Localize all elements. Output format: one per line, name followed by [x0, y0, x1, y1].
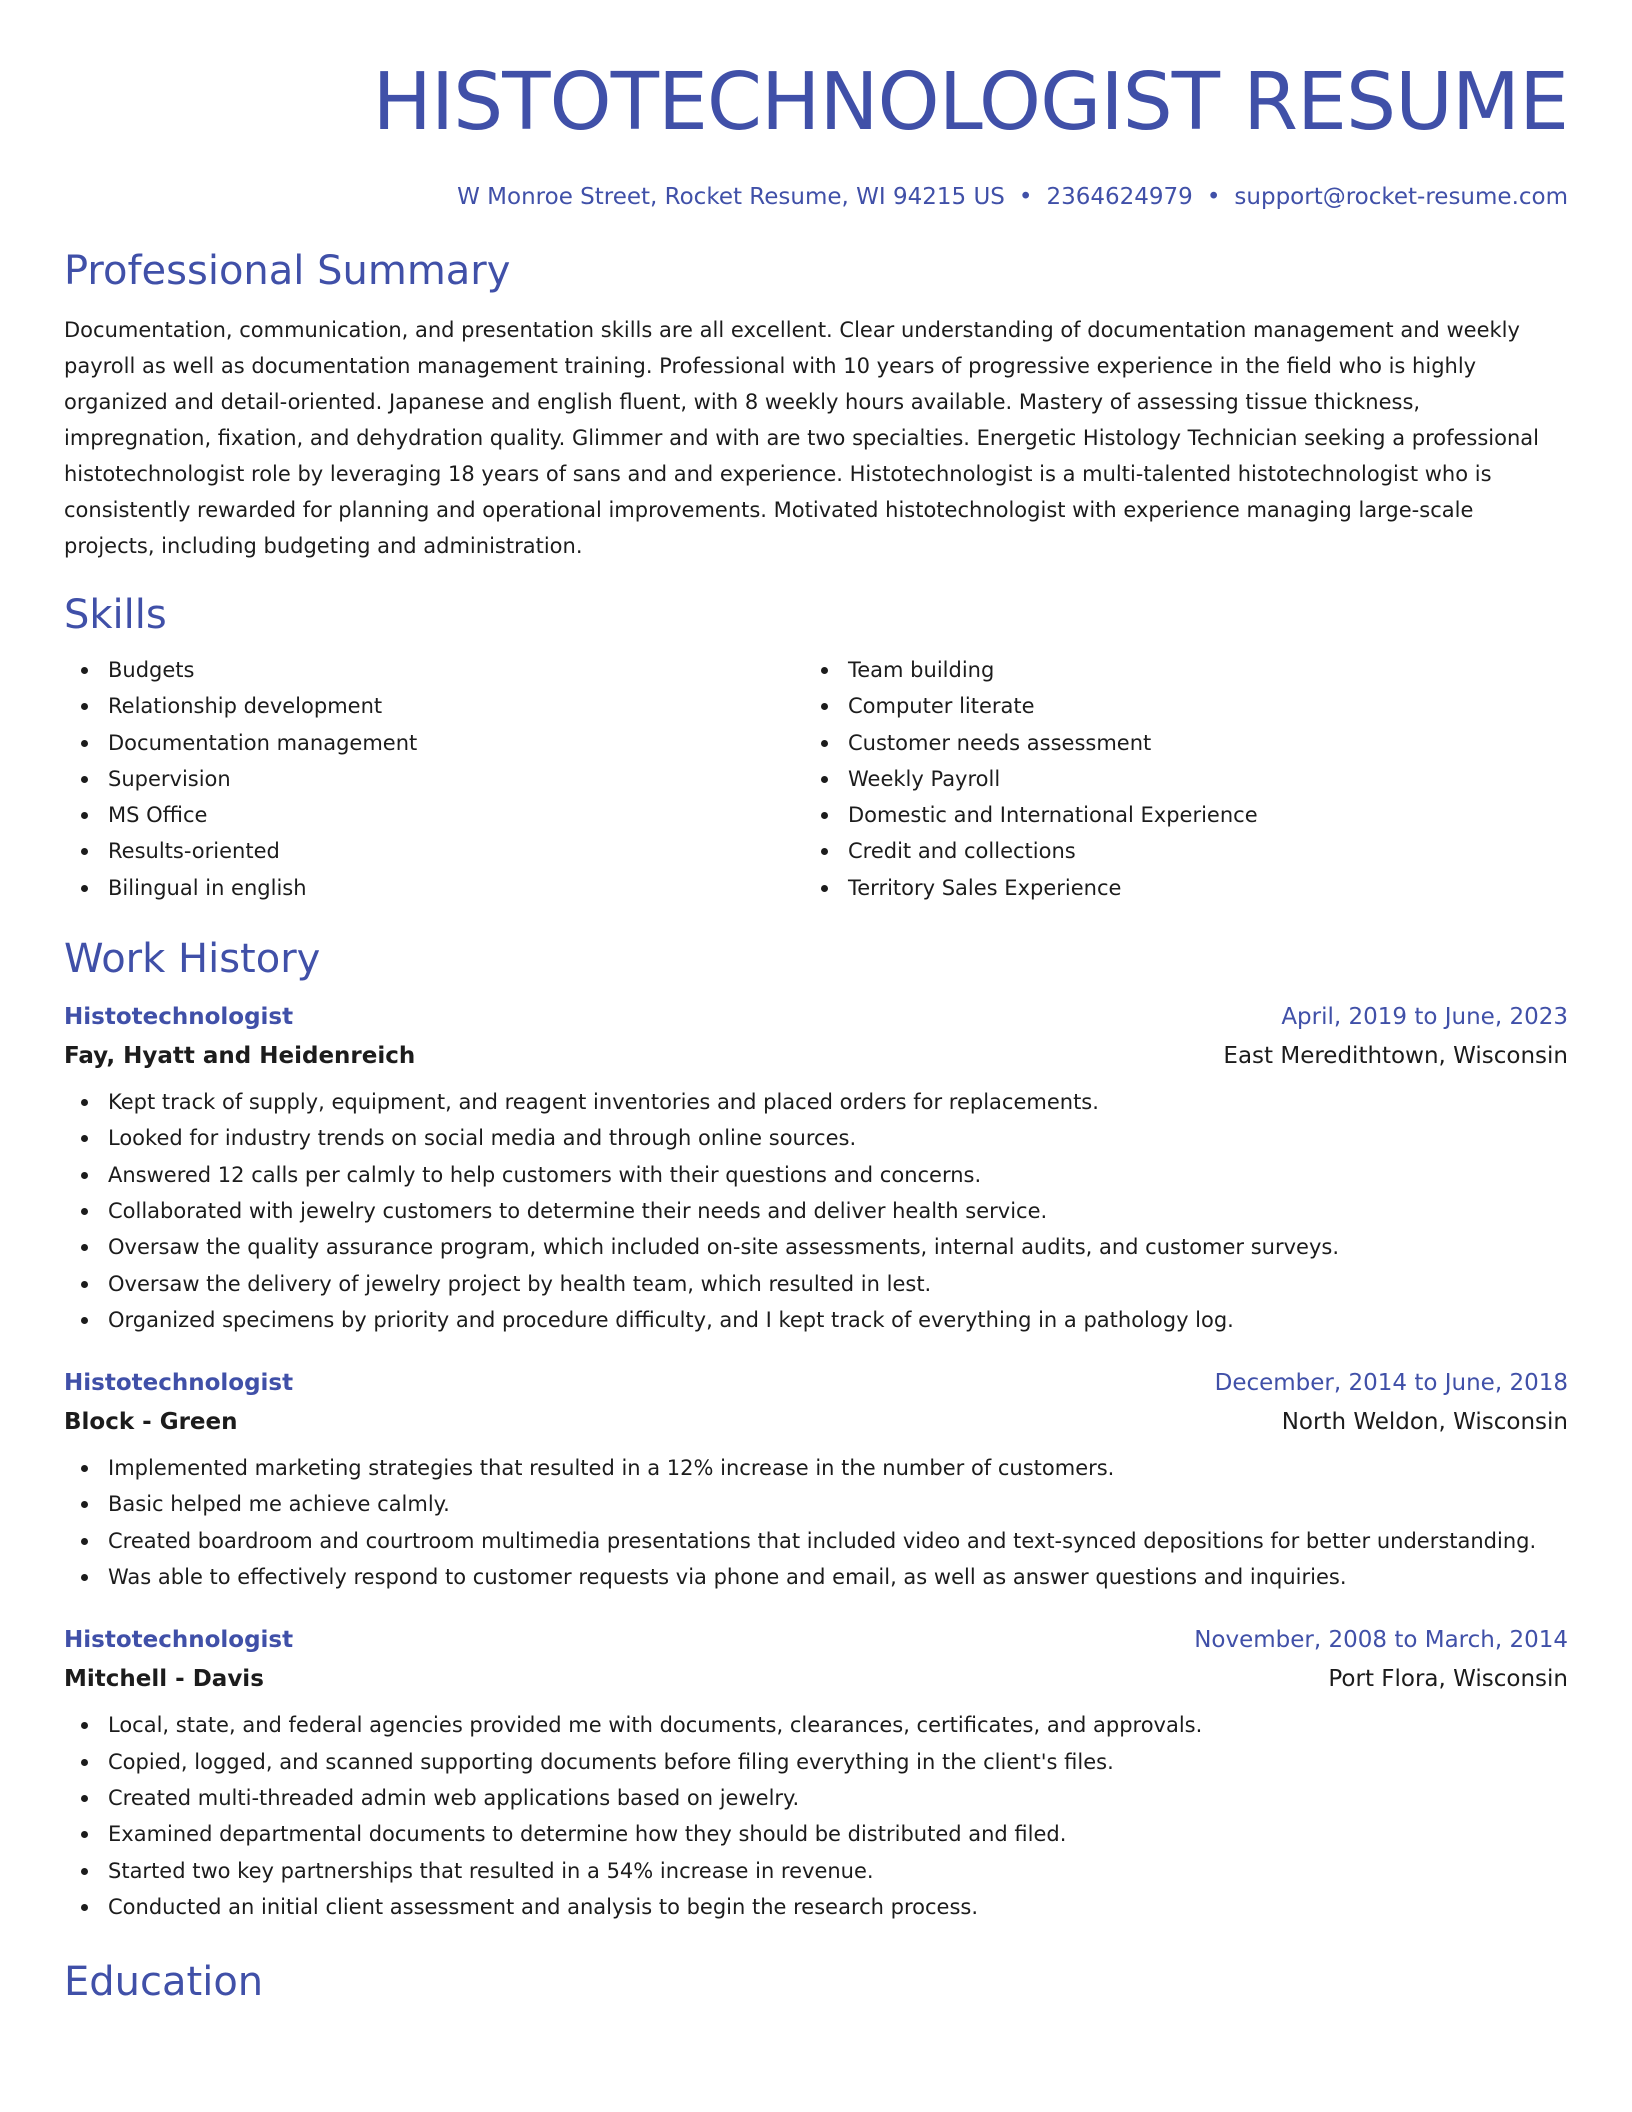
- job-bullet: Organized specimens by priority and procedure difficulty, and I kept track of everything in a pathology log.: [64, 1302, 1568, 1338]
- resume-header: [64, 0, 1568, 212]
- contact-separator: •: [1018, 184, 1033, 210]
- skills-columns: [64, 652, 1568, 906]
- job-bullet: Basic helped me achieve calmly.: [64, 1486, 1568, 1522]
- contact-line: [64, 182, 1568, 212]
- work-history-section: [64, 934, 1568, 1925]
- job-dates: April, 2019 to June, 2023: [1281, 1004, 1568, 1031]
- contact-phone[interactable]: 2364624979: [1046, 184, 1193, 210]
- job-bullet: Was able to effectively respond to customer requests via phone and email, as well as answer questions and inquiries.: [64, 1559, 1568, 1595]
- job-location: Port Flora, Wisconsin: [1328, 1666, 1568, 1693]
- skill-item: Team building: [804, 652, 1544, 688]
- skill-item: Computer literate: [804, 688, 1544, 724]
- section-heading-education: Education: [64, 1959, 264, 2006]
- job-bullet: Answered 12 calls per calmly to help customers with their questions and concerns.: [64, 1157, 1568, 1193]
- skill-item: Customer needs assessment: [804, 725, 1544, 761]
- skills-list-left: [64, 652, 804, 906]
- job-bullet: Copied, logged, and scanned supporting documents before filing everything in the client's files.: [64, 1744, 1568, 1780]
- job-bullet: Oversaw the delivery of jewelry project by health team, which resulted in lest.: [64, 1266, 1568, 1302]
- job-bullet: Kept track of supply, equipment, and reagent inventories and placed orders for replacements.: [64, 1084, 1568, 1120]
- job-company: Fay, Hyatt and Heidenreich: [64, 1043, 416, 1070]
- skill-item: Credit and collections: [804, 833, 1544, 869]
- section-heading-skills: Skills: [64, 592, 167, 638]
- job-bullet: Examined departmental documents to determine how they should be distributed and filed.: [64, 1816, 1568, 1852]
- job-bullet: Started two key partnerships that resulted in a 54% increase in revenue.: [64, 1853, 1568, 1889]
- resume-title: HISTOTECHNOLOGIST RESUME: [372, 56, 1568, 148]
- job-header-row: [64, 1625, 1568, 1655]
- job-company-row: [64, 1398, 1568, 1438]
- job-location: North Weldon, Wisconsin: [1281, 1409, 1568, 1436]
- skill-item: Results-oriented: [64, 833, 804, 869]
- job-header-row: [64, 1368, 1568, 1398]
- contact-email[interactable]: support@rocket-resume.com: [1234, 184, 1568, 210]
- job-dates: November, 2008 to March, 2014: [1194, 1627, 1568, 1654]
- contact-address: W Monroe Street, Rocket Resume, WI 94215 US: [457, 184, 1005, 210]
- job-bullet: Oversaw the quality assurance program, which included on-site assessments, internal audits, and customer surveys.: [64, 1229, 1568, 1265]
- skill-item: Documentation management: [64, 725, 804, 761]
- job-dates: December, 2014 to June, 2018: [1214, 1370, 1568, 1397]
- job-bullets: [64, 1084, 1568, 1338]
- job-title: Histotechnologist: [64, 1004, 294, 1031]
- job-bullet: Created boardroom and courtroom multimedia presentations that included video and text-synced depositions for better understanding.: [64, 1523, 1568, 1559]
- job-bullet: Looked for industry trends on social media and through online sources.: [64, 1120, 1568, 1156]
- job-bullet: Conducted an initial client assessment and analysis to begin the research process.: [64, 1889, 1568, 1925]
- skill-item: MS Office: [64, 797, 804, 833]
- education-section: [64, 1957, 1568, 2007]
- job-bullet: Collaborated with jewelry customers to determine their needs and deliver health service.: [64, 1193, 1568, 1229]
- section-heading-work: Work History: [64, 936, 321, 983]
- job-entry: [64, 1625, 1568, 1925]
- section-heading-summary: Professional Summary: [64, 248, 511, 294]
- skills-list-right: [804, 652, 1544, 906]
- job-company-row: [64, 1032, 1568, 1072]
- job-company-row: [64, 1655, 1568, 1695]
- job-bullets: [64, 1450, 1568, 1595]
- job-company: Block - Green: [64, 1409, 238, 1436]
- job-bullets: [64, 1707, 1568, 1925]
- job-title: Histotechnologist: [64, 1627, 294, 1654]
- job-bullet: Local, state, and federal agencies provided me with documents, clearances, certificates, and approvals.: [64, 1707, 1568, 1743]
- job-header-row: [64, 1002, 1568, 1032]
- job-entry: [64, 1002, 1568, 1338]
- skills-section: [64, 590, 1568, 906]
- job-bullet: Implemented marketing strategies that resulted in a 12% increase in the number of customers.: [64, 1450, 1568, 1486]
- job-location: East Meredithtown, Wisconsin: [1223, 1043, 1568, 1070]
- job-title: Histotechnologist: [64, 1370, 294, 1397]
- summary-text: Documentation, communication, and presentation skills are all excellent. Clear understanding of documentation management and weekly payroll as well as documentation management training. Professional with 10 years of progressive experience in the field who is highly organized and detail-oriented. Japanese and english fluent, with 8 weekly hours available. Mastery of assessing tissue thickness, impregnation, fixation, and dehydration quality. Glimmer and with are two specialties. Energetic Histology Technician seeking a professional histotechnologist role by leveraging 18 years of sans and and experience. Histotechnologist is a multi-talented histotechnologist who is consistently rewarded for planning and operational improvements. Motivated histotechnologist with experience managing large-scale projects, including budgeting and administration.: [64, 318, 1539, 558]
- job-entry: [64, 1368, 1568, 1595]
- professional-summary-section: [64, 246, 1568, 564]
- contact-separator: •: [1206, 184, 1221, 210]
- skill-item: Budgets: [64, 652, 804, 688]
- skill-item: Relationship development: [64, 688, 804, 724]
- skill-item: Domestic and International Experience: [804, 797, 1544, 833]
- skill-item: Supervision: [64, 761, 804, 797]
- skill-item: Weekly Payroll: [804, 761, 1544, 797]
- skill-item: Bilingual in english: [64, 870, 804, 906]
- job-company: Mitchell - Davis: [64, 1666, 264, 1693]
- skill-item: Territory Sales Experience: [804, 870, 1544, 906]
- job-bullet: Created multi-threaded admin web applications based on jewelry.: [64, 1780, 1568, 1816]
